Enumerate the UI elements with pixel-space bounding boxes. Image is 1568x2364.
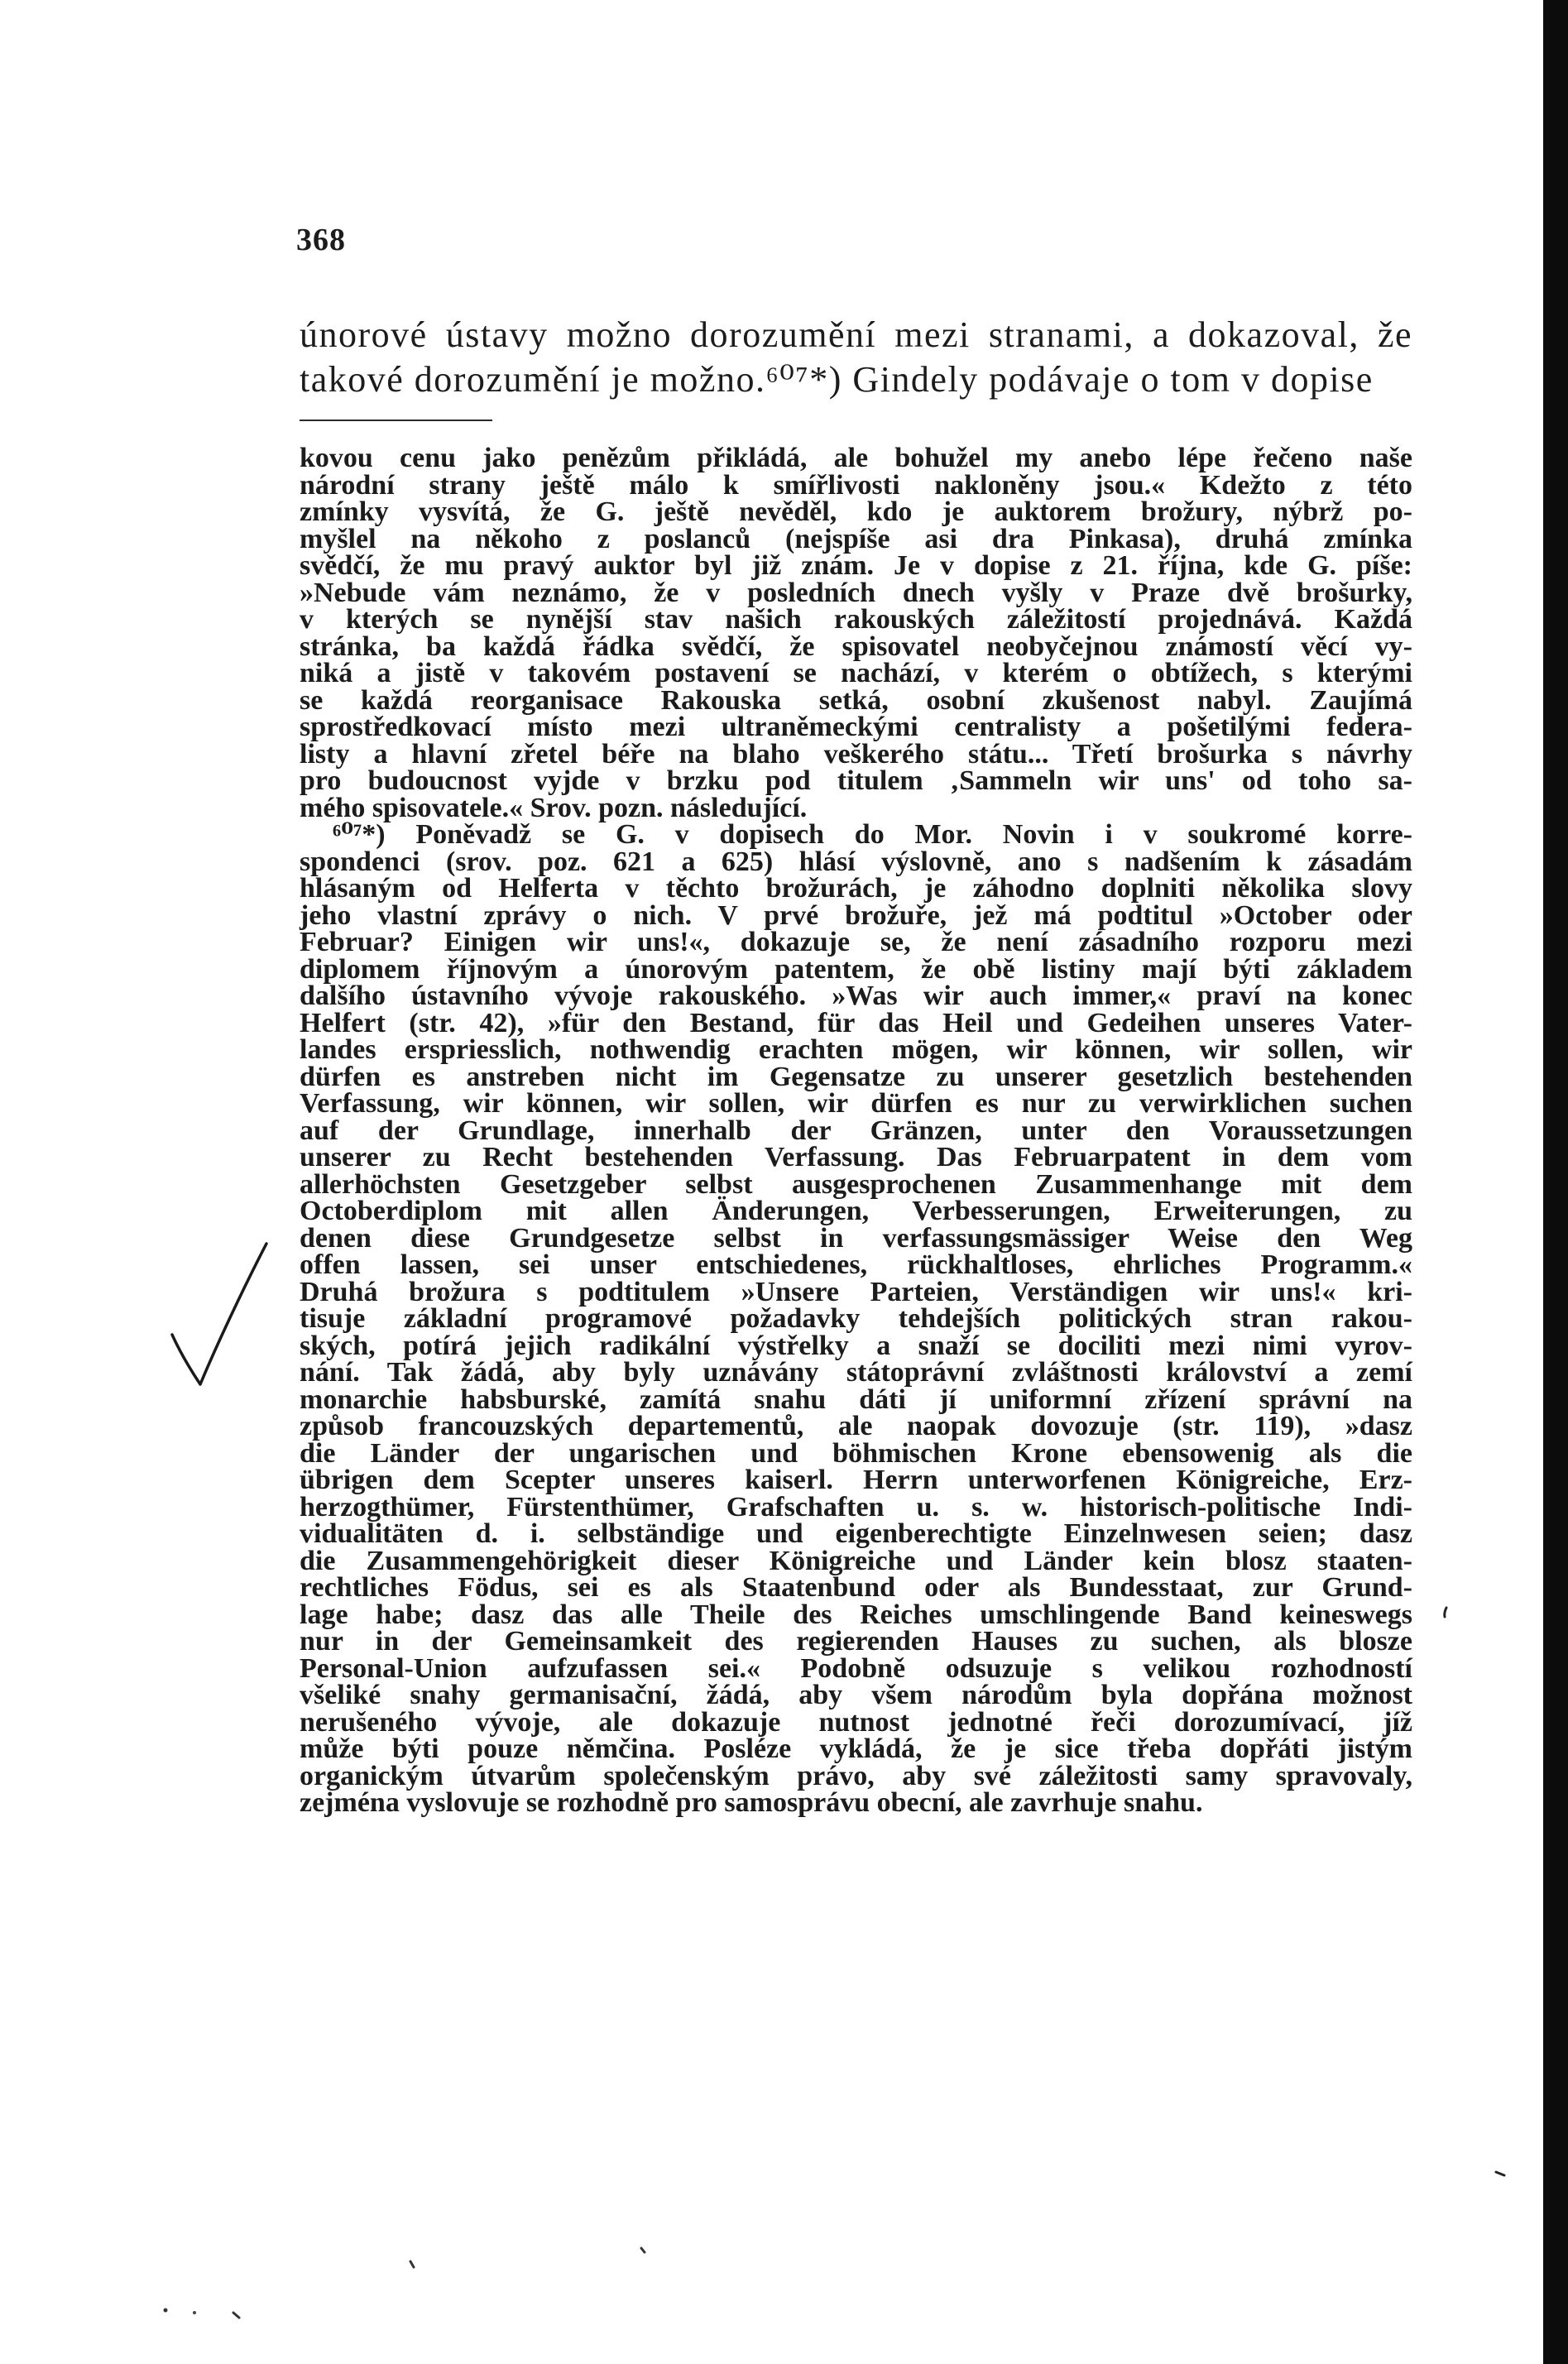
- footnote-line: zmínky vysvítá, že G. ještě nevěděl, kdo je auktorem brožury, nýbrž po-: [300, 496, 1412, 527]
- footnote-line: vidualitäten d. i. selbständige und eigenberechtigte Einzelnwesen seien; dasz: [300, 1518, 1412, 1549]
- footnote-line: Personal-Union aufzufassen sei.« Podobně odsuzuje s velikou rozhodností: [300, 1652, 1412, 1684]
- footnote-line: národní strany ještě málo k smířlivosti nakloněny jsou.« Kdežto z této: [300, 469, 1412, 501]
- footnote-line: tisuje základní programové požadavky tehdejších politických stran rakou-: [300, 1303, 1412, 1334]
- footnote-divider: [300, 420, 492, 421]
- footnote-line: nání. Tak žádá, aby byly uznávány státoprávní zvláštnosti království a zemí: [300, 1357, 1412, 1388]
- footnote-line: die Länder der ungarischen und böhmischen Krone ebensowenig als die: [300, 1437, 1412, 1469]
- main-text: [300, 313, 1412, 402]
- footnote-line: stránka, ba každá řádka svědčí, že spisovatel neobyčejnou známostí věcí vy-: [300, 631, 1412, 662]
- page-edge-shadow: [1543, 0, 1568, 2364]
- footnote-line: Druhá brožura s podtitulem »Unsere Parteien, Verständigen wir uns!« kri-: [300, 1276, 1412, 1307]
- footnote-line: unserer zu Recht bestehenden Verfassung. Das Februarpatent in dem vom: [300, 1142, 1412, 1172]
- footnote-line: dürfen es anstreben nicht im Gegensatze zu unserer gesetzlich bestehenden: [300, 1061, 1412, 1092]
- footnote-line: jeho vlastní zprávy o nich. V prvé brožuře, jež má podtitul »October oder: [300, 899, 1412, 931]
- footnote-line: niká a jistě v takovém postavení se nachází, v kterém o obtížech, s kterými: [300, 658, 1412, 688]
- footnote-line: landes erspriesslich, nothwendig erachten mögen, wir können, wir sollen, wir: [300, 1034, 1412, 1065]
- footnote-line: Februar? Einigen wir uns!«, dokazuje se, že není zásadního rozporu mezi: [300, 927, 1412, 957]
- footnote-line: se každá reorganisace Rakouska setká, osobní zkušenost nabyl. Zaujímá: [300, 684, 1412, 716]
- footnote-line: dalšího ústavního vývoje rakouského. »Was wir auch immer,« praví na konec: [300, 981, 1412, 1011]
- footnote-line: nur in der Gemeinsamkeit des regierenden Hauses zu suchen, als blosze: [300, 1626, 1412, 1657]
- footnote-line: způsob francouzských departementů, ale naopak dovozuje (str. 119), »dasz: [300, 1411, 1412, 1441]
- footnote-line: offen lassen, sei unser entschiedenes, rückhaltloses, ehrliches Programm.«: [300, 1249, 1412, 1280]
- footnote-line: monarchie habsburské, zamítá snahu dáti jí uniformní zřízení správní na: [300, 1383, 1412, 1415]
- footnote-line: allerhöchsten Gesetzgeber selbst ausgesprochenen Zusammenhange mit dem: [300, 1168, 1412, 1200]
- footnote-line: auf der Grundlage, innerhalb der Gränzen, unter den Voraussetzungen: [300, 1115, 1412, 1146]
- footnote-line: pro budoucnost vyjde v brzku pod titulem ‚Sammeln wir uns' od toho sa-: [300, 765, 1412, 796]
- footnote-line: myšlel na někoho z poslanců (nejspíše asi dra Pinkasa), druhá zmínka: [300, 523, 1412, 554]
- footnote-line: sprostředkovací místo mezi ultraněmeckými centralisty a pošetilými federa-: [300, 712, 1412, 742]
- footnote-line: zejména vyslovuje se rozhodně pro samosprávu obecní, ale zavrhuje snahu.: [300, 1787, 1203, 1818]
- footnote-line: všeliké snahy germanisační, žádá, aby všem národům byla dopřána možnost: [300, 1680, 1412, 1710]
- footnote-line: listy a hlavní zřetel béře na blaho veškerého státu... Třetí brošurka s návrhy: [300, 738, 1412, 770]
- footnote-line: Octoberdiplom mit allen Änderungen, Verbesserungen, Erweiterungen, zu: [300, 1196, 1412, 1226]
- handwritten-checkmark-icon: [165, 1237, 290, 1394]
- footnote-line: rechtliches Födus, sei es als Staatenbund oder als Bundesstaat, zur Grund-: [300, 1572, 1412, 1603]
- footnote-line: Helfert (str. 42), »für den Bestand, für das Heil und Gedeihen unseres Vater-: [300, 1007, 1412, 1038]
- main-text-line: únorové ústavy možno dorozumění mezi stranami, a dokazoval, že: [300, 314, 1412, 355]
- footnote-line: může býti pouze němčina. Posléze vykládá, že je sice třeba dopřáti jistým: [300, 1733, 1412, 1764]
- footnote-line: diplomem říjnovým a únorovým patentem, že obě listiny mají býti základem: [300, 953, 1412, 985]
- footnote-line: lage habe; dasz das alle Theile des Reiches umschlingende Band keineswegs: [300, 1599, 1412, 1630]
- footnote-line: ských, potírá jejich radikální výstřelky a snaží se dociliti mezi nimi vyrov-: [300, 1330, 1412, 1361]
- footnote-line: svědčí, že mu pravý auktor byl již znám. Je v dopise z 21. října, kde G. píše:: [300, 550, 1412, 581]
- footnote-line: mého spisovatele.« Srov. pozn. následující.: [300, 792, 808, 823]
- footnote-line: herzogthümer, Fürstenthümer, Grafschaften u. s. w. historisch-politische Indi-: [300, 1491, 1412, 1522]
- footnote-line: v kterých se nynější stav našich rakouských záležitostí projednává. Každá: [300, 604, 1412, 635]
- page-number: 368: [296, 223, 346, 257]
- footnote-line: nerušeného vývoje, ale dokazuje nutnost jednotné řeči dorozumívací, jíž: [300, 1706, 1412, 1738]
- footnote-line: spondenci (srov. poz. 621 a 625) hlásí výslovně, ano s nadšením k zásadám: [300, 846, 1412, 877]
- footnotes: [300, 445, 1412, 1817]
- footnote-line: Verfassung, wir können, wir sollen, wir dürfen es nur zu verwirklichen suchen: [300, 1088, 1412, 1119]
- footnote-line: »Nebude vám neznámo, že v posledních dnech vyšly v Praze dvě brošurky,: [300, 577, 1412, 608]
- footnote-line: hlásaným od Helferta v těchto brožurách, je záhodno doplniti několika slovy: [300, 873, 1412, 904]
- footnote-line: organickým útvarům společenským právo, aby své záležitosti samy spravovaly,: [300, 1760, 1412, 1791]
- footnote-line: ⁶⁰⁷*) Poněvadž se G. v dopisech do Mor. Novin i v soukromé korre-: [333, 819, 1412, 850]
- footnote-line: die Zusammengehörigkeit dieser Königreiche und Länder kein blosz staaten-: [300, 1545, 1412, 1576]
- footnote-line: denen diese Grundgesetze selbst in verfassungsmässiger Weise den Weg: [300, 1222, 1412, 1254]
- footnote-line: übrigen dem Scepter unseres kaiserl. Herrn unterworfenen Königreiche, Erz-: [300, 1465, 1412, 1495]
- footnote-line: kovou cenu jako penězům přikládá, ale bohužel my anebo lépe řečeno naše: [300, 443, 1412, 473]
- main-text-line: takové dorozumění je možno.⁶⁰⁷*) Gindely podávaje o tom v dopise: [300, 359, 1374, 400]
